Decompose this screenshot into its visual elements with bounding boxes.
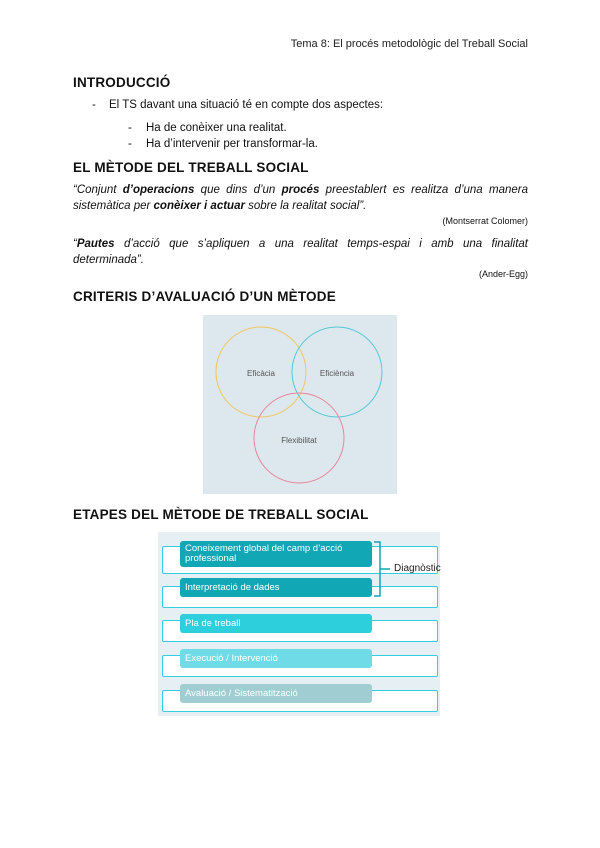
- intro-subdash-2: -: [128, 138, 132, 150]
- label-eficiencia: Eficiència: [319, 369, 355, 378]
- stage-pla: Pla de treball: [180, 614, 372, 633]
- label-eficacia: Eficàcia: [246, 369, 276, 378]
- stage-coneixement: Coneixement global del camp d’acció professional: [180, 541, 372, 567]
- intro-dash: -: [92, 99, 96, 111]
- venn-svg: [203, 315, 397, 494]
- label-flexibilitat: Flexibilitat: [281, 436, 317, 445]
- diagnostic-label: Diagnòstic: [394, 563, 441, 574]
- criteris-heading: CRITERIS D’AVALUACIÓ D’UN MÈTODE: [73, 289, 336, 304]
- intro-bullet: El TS davant una situació té en compte dos aspectes:: [109, 99, 384, 111]
- author-ander-egg: (Ander-Egg): [478, 269, 528, 279]
- venn-diagram: [203, 315, 397, 494]
- intro-subdash-1: -: [128, 122, 132, 134]
- stage-avaluacio: Avaluació / Sistematització: [180, 684, 372, 703]
- etapes-heading: ETAPES DEL MÈTODE DE TREBALL SOCIAL: [73, 507, 369, 522]
- metode-heading: EL MÈTODE DEL TREBALL SOCIAL: [73, 160, 309, 175]
- stage-interpretacio: Interpretació de dades: [180, 578, 372, 597]
- author-colomer: (Montserrat Colomer): [442, 216, 528, 226]
- stage-execucio: Execució / Intervenció: [180, 649, 372, 668]
- intro-heading: INTRODUCCIÓ: [73, 75, 171, 90]
- quote-colomer: “Conjunt d’operacions que dins d’un procés preestablert es realitza d’una manera sistemàtica per conèixer i actuar sobre la realitat social”.: [73, 184, 528, 212]
- stages-diagram: [158, 532, 440, 716]
- page-header: Tema 8: El procés metodològic del Treball Social: [290, 38, 528, 50]
- diagnostic-bracket: [158, 532, 440, 716]
- intro-sub-2: Ha d’intervenir per transformar-la.: [146, 138, 318, 150]
- quote-ander-egg: “Pautes d’acció que s’apliquen a una realitat temps-espai i amb una finalitat determinada”.: [73, 238, 528, 266]
- intro-sub-1: Ha de conèixer una realitat.: [146, 122, 287, 134]
